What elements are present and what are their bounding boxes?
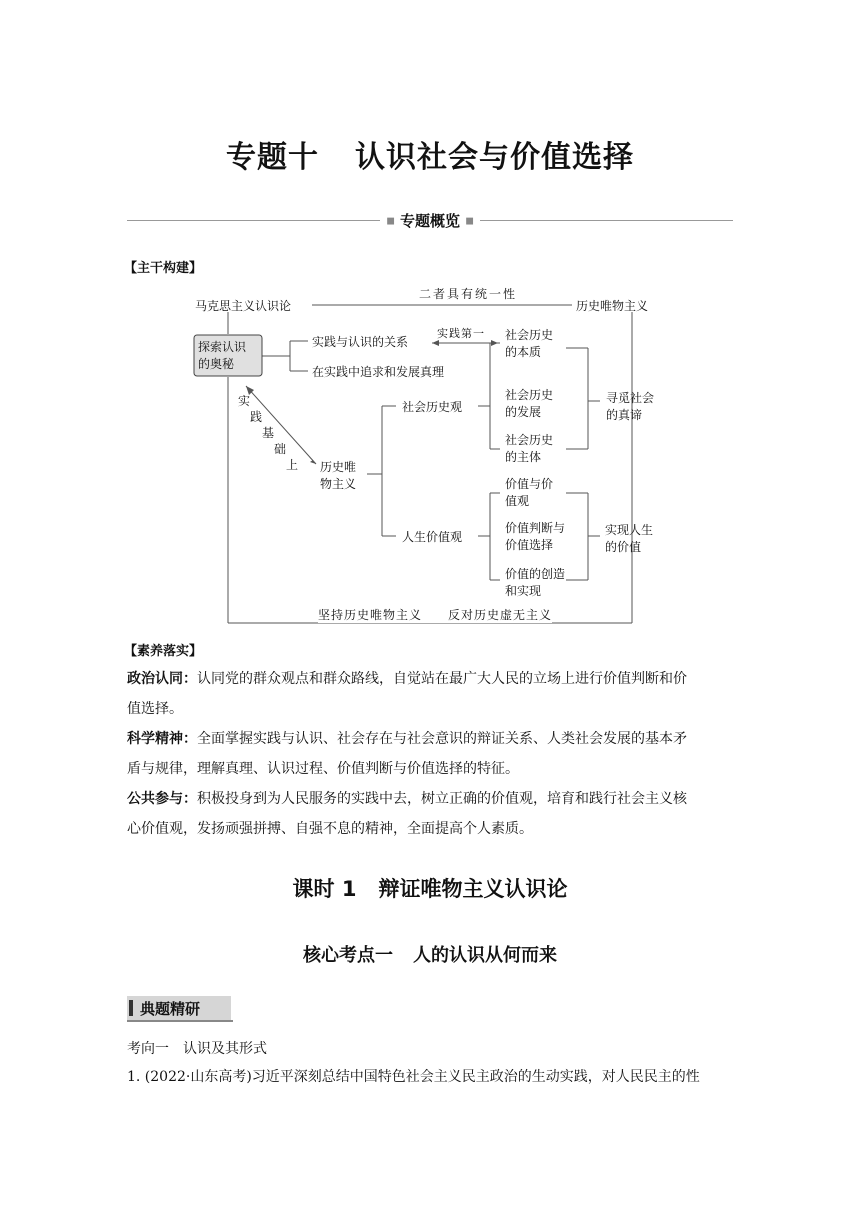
label-practice-basis-1: 实 [238,394,251,408]
node-social-history-nature: 社会历史 的本质 [505,328,554,359]
literacy-heading: 【素养落实】 [124,644,203,659]
label-practice-basis-4: 础 [274,442,287,456]
node-historical-materialism-top: 历史唯物主义 [576,299,649,313]
label-bottom-principle: 坚持历史唯物主义 反对历史虚无主义 [318,608,553,622]
lesson-title: 课时 1 辩证唯物主义认识论 [292,877,568,901]
tag-bar-icon [129,1000,133,1016]
node-social-history-subject: 社会历史 的主体 [505,433,554,464]
square-bullet-icon: ■ [465,216,474,227]
node-pursue-truth: 在实践中追求和发展真理 [312,365,445,379]
tag-label: 典题精研 [140,1000,201,1018]
page-title: 专题十 认识社会与价值选择 [226,140,634,175]
node-historical-materialism: 历史唯 物主义 [320,460,357,491]
label-practice-first: 实践第一 [437,327,485,340]
node-value-judgment: 价值判断与 价值选择 [505,521,566,552]
literacy-public-participation: 公共参与：积极投身到为人民服务的实践中去，树立正确的价值观，培育和践行社会主义核 心价值观，发扬顽强拼搏、自强不息的精神，全面提高个人素质。 [127,791,687,837]
square-bullet-icon: ■ [386,216,395,227]
node-social-history-development: 社会历史 的发展 [505,388,554,419]
node-life-values: 人生价值观 [402,530,463,544]
node-realize-life-value: 实现人生 的价值 [605,523,654,554]
label-practice-basis-5: 上 [286,458,299,472]
literacy-scientific-spirit: 科学精神：全面掌握实践与认识、社会存在与社会意识的辩证关系、人类社会发展的基本矛 盾与规律，理解真理、认识过程、价值判断与价值选择的特征。 [127,731,687,777]
node-value-creation: 价值的创造 和实现 [505,567,566,598]
node-practice-knowledge: 实践与认识的关系 [312,335,409,349]
node-explore-mystery: 探索认识 的奥秘 [198,340,247,371]
core-point-title: 核心考点一 人的认识从何而来 [303,945,557,966]
node-social-history-view: 社会历史观 [402,400,463,414]
exam-direction: 考向一 认识及其形式 [127,1041,267,1057]
structure-heading: 【主干构建】 [124,261,203,276]
node-seek-society-truth: 寻觅社会 的真谛 [606,391,655,422]
label-practice-basis-3: 基 [262,426,275,440]
node-value-and-values: 价值与价 值观 [505,477,554,508]
label-practice-basis-2: 践 [250,410,263,424]
node-marxist-epistemology: 马克思主义认识论 [195,299,292,313]
literacy-political-identity: 政治认同：认同党的群众观点和群众路线，自觉站在最广大人民的立场上进行价值判断和价 值选择。 [127,671,687,717]
overview-heading: ■ 专题概览 ■ [380,210,480,231]
question-1: 1. (2022·山东高考)习近平深刻总结中国特色社会主义民主政治的生动实践，对人民民主的性 [127,1069,700,1085]
tag-underline [127,1020,233,1022]
label-unity: 二者具有统一性 [419,287,518,301]
